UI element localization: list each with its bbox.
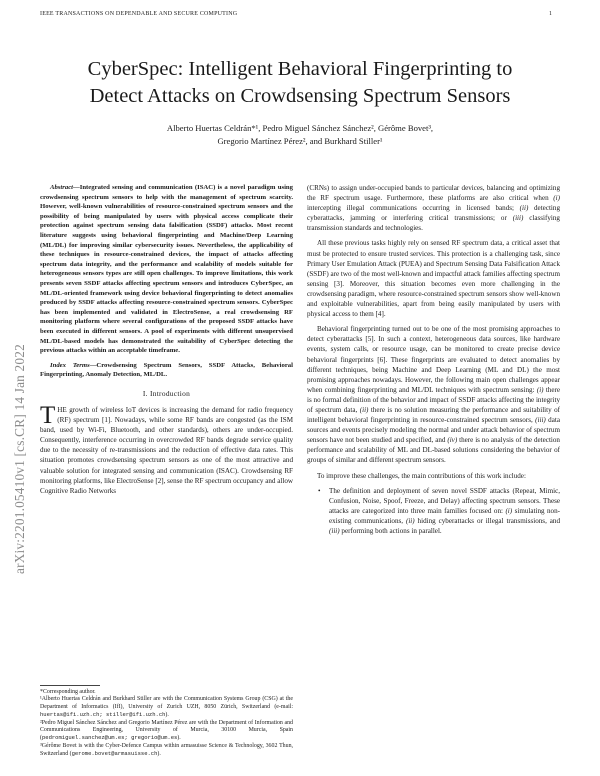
footnote-1 xyxy=(40,696,293,719)
footnote-3-email: gerome.bovet@armasuisse.ch xyxy=(71,750,158,758)
footnote-corresponding: *Corresponding author. xyxy=(40,689,96,695)
intro-paragraph xyxy=(40,401,293,496)
title-line-1: CyberSpec: Intelligent Behavioral Fingerprinting to xyxy=(87,58,513,80)
intro-text: HE growth of wireless IoT devices is increasing the demand for radio frequency (RF) spectrum [1]. Nowadays, while some RF bands are congested (as the ISM band, used by Wi-Fi, Bluetooth, and other standards), others are under-occupied. Consequently, interference occurring in overcrowded RF bands degrade service quality due to the necessity of re-transmissions and the reduction of effective data rates. This situation promotes crowdsensing spectrum sensors as one of the most attractive and valuable solution for integrated sensing and communication (ISAC). Crowdsensing RF monitoring platforms, like ElectroSense [2], sense the RF spectrum occupancy and allow Cognitive Radio Networks xyxy=(40,405,293,495)
bullet1-text-c: hiding cyberattacks or illegal transmissions, and xyxy=(414,516,561,525)
abstract-text: —Integrated sensing and communication (ISAC) is a novel paradigm using crowdsensing spectrum sensors to help with the management of spectrum scarcity. However, well-known vulnerabilities of resource-constrained spectrum sensors and the possibility of being manipulated by users with physical access complicate their protection against spectrum sensing data falsification (SSDF) attacks. Most recent literature suggests using behavioral fingerprinting and Machine/Deep Learning (ML/DL) for improving similar cybersecurity issues. Nevertheless, the applicability of these techniques in resource-constrained devices, the impact of attacks affecting spectrum data integrity, and the performance and scalability of models suitable for heterogeneous sensors types are still open challenges. To improve limitations, this work presents seven SSDF attacks affecting spectrum sensors and introduces CyberSpec, an ML/DL-oriented framework using device behavioral fingerprinting to detect anomalies produced by SSDF attacks affecting resource-constrained spectrum sensors. CyberSpec has been implemented and validated in ElectroSense, a real crowdsensing RF monitoring platform where several configurations of the proposed SSDF attacks have been executed in different sensors. A pool of experiments with different unsupervised ML/DL-based models has demonstrated the suitability of CyberSpec detecting the previous attacks within an acceptable timeframe. xyxy=(40,184,293,355)
authors-line-2: Gregorio Martínez Pérez², and Burkhard Stiller¹ xyxy=(217,135,383,146)
running-title: IEEE TRANSACTIONS ON DEPENDABLE AND SECURE COMPUTING xyxy=(40,11,238,17)
arxiv-watermark[interactable]: arXiv:2201.05410v1 [cs.CR] 14 Jan 2022 xyxy=(12,344,27,574)
right-paragraph-4: To improve these challenges, the main contributions of this work include: xyxy=(317,471,526,480)
right-p1-text-a: (CRNs) to assign under-occupied bands to particular devices, balancing and optimizing the RF spectrum usage. Furthermore, these platforms are also critical when xyxy=(307,184,560,203)
footnote-3-text: ³Gérôme Bovet is with the Cyber-Defence Campus within armasuisse Science & Technology, 3602 Thun, Switzerland ( xyxy=(40,742,293,758)
right-paragraph-2: All these previous tasks highly rely on sensed RF spectrum data, a critical asset that must be protected to ensure trusted services. This protection is a challenging task, since Primary User Emulation Attack (PUEA) and Spectrum Sensing Data Falsification Attack (SSDF) are two of the most well-known and impactful attack families affecting spectrum sensing [3]. Moreover, this situation becomes even more challenging in the crowdsensing paradigm, where resource-constrained spectrum sensors show well-known and exploitable vulnerabilities, apart from being easily manipulated by users with physical access to them [4]. xyxy=(307,239,560,319)
bullet1-enum-1: (i) xyxy=(505,506,513,515)
abstract xyxy=(40,183,293,356)
bullet1-text-d: performing both actions in parallel. xyxy=(339,527,442,535)
footnote-3-end: ). xyxy=(157,751,161,758)
left-column xyxy=(40,183,293,496)
right-p3-enum-4: (iv) xyxy=(447,436,458,445)
footnote-3 xyxy=(40,743,293,759)
section-heading-introduction: I. Introduction xyxy=(142,388,191,398)
footnote-1-end: ). xyxy=(165,712,169,719)
index-terms-text: —Crowdsensing Spectrum Sensors, SSDF Attacks, Behavioral Fingerprinting, Anomaly Detection, ML/DL. xyxy=(40,361,294,379)
right-paragraph-3 xyxy=(307,324,560,465)
right-p3-text-d: data sources and events precisely modeling the normal and under attack behavior of spectrum sensors have not been studied and specified, and xyxy=(307,416,560,445)
right-p1-text-c: detecting cyberattacks, jamming or interfering critical transmissions; or xyxy=(307,204,560,223)
footnotes xyxy=(40,685,293,759)
bullet1-enum-2: (ii) xyxy=(405,516,415,525)
title-line-2: Detect Attacks on Crowdsensing Spectrum Sensors xyxy=(89,85,511,107)
right-p1-text-b: intercepting illegal communications occurring in licensed bands; xyxy=(307,204,520,213)
footnote-2-email: pedromiguel.sanchez@um.es; gregorio@um.es xyxy=(41,734,178,742)
author-list xyxy=(100,122,500,147)
abstract-label: Abstract xyxy=(50,184,74,191)
bullet1-text-a: The definition and deployment of seven novel SSDF attacks (Repeat, Mimic, Confusion, Noise, Spoof, Freeze, and Delay) affecting spectrum sensors. These attacks are categorized into three main families focused on: xyxy=(329,486,560,515)
index-terms xyxy=(40,361,293,380)
right-p1-enum-2: (ii) xyxy=(519,204,529,213)
right-p3-text-c: there is no solution measuring the performance and suitability of intelligent behavioral fingerprinting in resource-constrained spectrum sensors, xyxy=(307,405,560,425)
right-p3-enum-1: (i) xyxy=(536,385,544,394)
footnote-2-end: ). xyxy=(177,735,181,742)
paper-title xyxy=(40,56,560,110)
right-p1-text-d: classifying transmission standards and technologies. xyxy=(307,214,560,233)
right-p3-text-e: there is no analysis of the detection performance and scalability of ML and DL-based solutions considering the behavior of groups of similar and different spectrum sensors. xyxy=(307,436,560,465)
authors-line-1: Alberto Huertas Celdrán*¹, Pedro Miguel Sánchez Sánchez², Gérôme Bovet³, xyxy=(166,123,434,133)
bullet1-text-b: simulating non-existing communications, xyxy=(329,506,560,525)
right-p1-enum-3: (iii) xyxy=(512,214,524,223)
right-p3-enum-2: (ii) xyxy=(359,405,369,414)
contribution-item xyxy=(329,486,560,536)
right-p3-text-b: there is no formal definition of the behavior and impact of SSDF attacks affecting the integrity of spectrum data, xyxy=(307,385,560,414)
footnote-rule xyxy=(40,685,100,686)
right-paragraph-1 xyxy=(307,183,560,233)
bullet1-enum-3: (iii) xyxy=(329,527,340,535)
right-p3-enum-3: (iii) xyxy=(535,416,546,425)
footnote-1-email: huertas@ifi.uzh.ch; stiller@ifi.uzh.ch xyxy=(40,711,166,719)
drop-cap: T xyxy=(40,401,56,429)
right-p3-text-a: Behavioral fingerprinting turned out to be one of the most promising approaches to detect cyberattacks [5]. In such a context, heterogeneous data sources, like hardware events, system calls, or resource usage, can be monitored to create precise device behavioral fingerprints [6]. These fingerprints are evaluated to detect anomalies by different techniques, being Machine and Deep Learning (ML and DL) the most promising approaches nowadays. However, the following main open challenges appear when combining fingerprinting and ML/DL techniques with spectrum sensing: xyxy=(307,325,560,394)
footnote-2 xyxy=(40,720,293,743)
footnote-1-text: ¹Alberto Huertas Celdrán and Burkhard Stiller are with the Communication Systems Group (CSG) at the Department of Informatics (IfI), University of Zurich UZH, 8050 Zürich, Switzerland (e-mail: xyxy=(40,696,293,710)
right-column xyxy=(307,183,560,536)
right-p1-enum-1: (i) xyxy=(553,194,560,203)
contributions-list xyxy=(307,486,560,536)
page-number: 1 xyxy=(549,11,552,17)
footnote-2-text: ²Pedro Miguel Sánchez Sánchez and Gregorio Martínez Pérez are with the Department of Information and Communications Engineering, University of Murcia, 30100 Murcia, Spain ( xyxy=(40,719,293,742)
index-terms-label: Index Terms xyxy=(50,361,90,369)
